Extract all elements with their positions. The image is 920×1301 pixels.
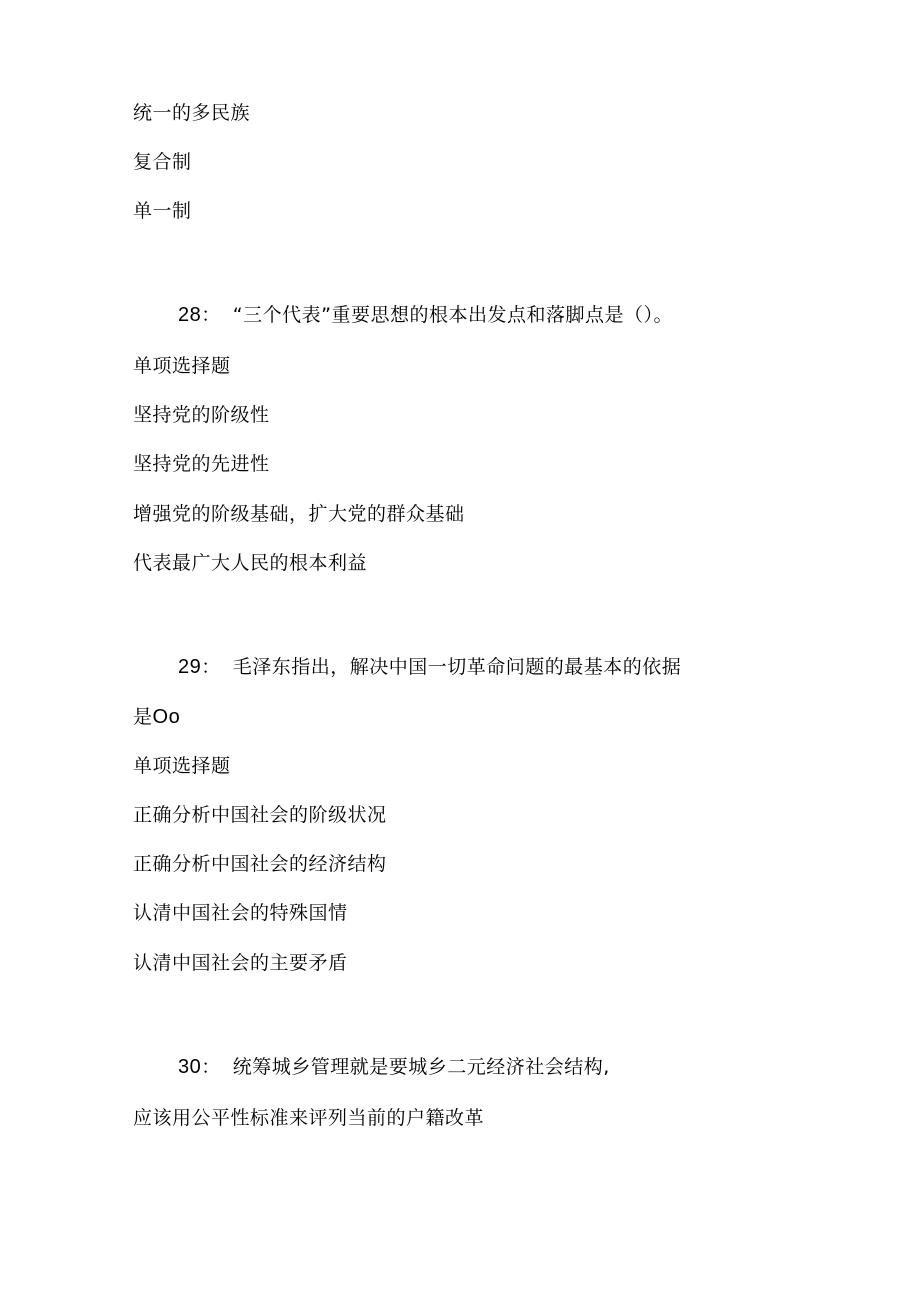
question-text-cont: 是: [133, 706, 153, 728]
question-number-colon: ：: [201, 304, 221, 326]
question-stem: [178, 303, 673, 327]
question-stem: [178, 655, 681, 679]
question-number: 29: [178, 656, 202, 678]
option-text: 认清中国社会的主要矛盾: [133, 952, 348, 974]
question-text-cont-suffix: Oo: [152, 706, 181, 728]
question-number-colon: ：: [201, 1056, 221, 1078]
question-number: 30: [178, 1056, 202, 1078]
question-type: 单项选择题: [133, 755, 231, 777]
option-text: 增强党的阶级基础，扩大党的群众基础: [133, 503, 465, 525]
option-text: 单一制: [133, 200, 192, 222]
question-number-colon: ：: [201, 656, 221, 678]
option-text: 正确分析中国社会的阶级状况: [133, 804, 387, 826]
option-text: 代表最广大人民的根本利益: [133, 552, 368, 574]
question-stem-continuation: 应该用公平性标准来评列当前的户籍改革: [133, 1107, 485, 1129]
option-text: 统一的多民族: [133, 102, 251, 124]
option-text: 正确分析中国社会的经济结构: [133, 853, 387, 875]
option-text: 认清中国社会的特殊国情: [133, 902, 348, 924]
option-text: 坚持党的阶级性: [133, 404, 270, 426]
question-text: 毛泽东指出，解决中国一切革命问题的最基本的依据: [232, 656, 682, 678]
option-text: 坚持党的先进性: [133, 453, 270, 475]
question-number: 28: [178, 304, 202, 326]
option-text: 复合制: [133, 151, 192, 173]
question-stem: [178, 1055, 610, 1079]
question-stem-continuation: [133, 705, 180, 729]
question-text: 统筹城乡管理就是要城乡二元经济社会结构,: [232, 1056, 610, 1078]
question-text: “三个代表”重要思想的根本出发点和落脚点是（）。: [232, 304, 673, 326]
question-type: 单项选择题: [133, 355, 231, 377]
